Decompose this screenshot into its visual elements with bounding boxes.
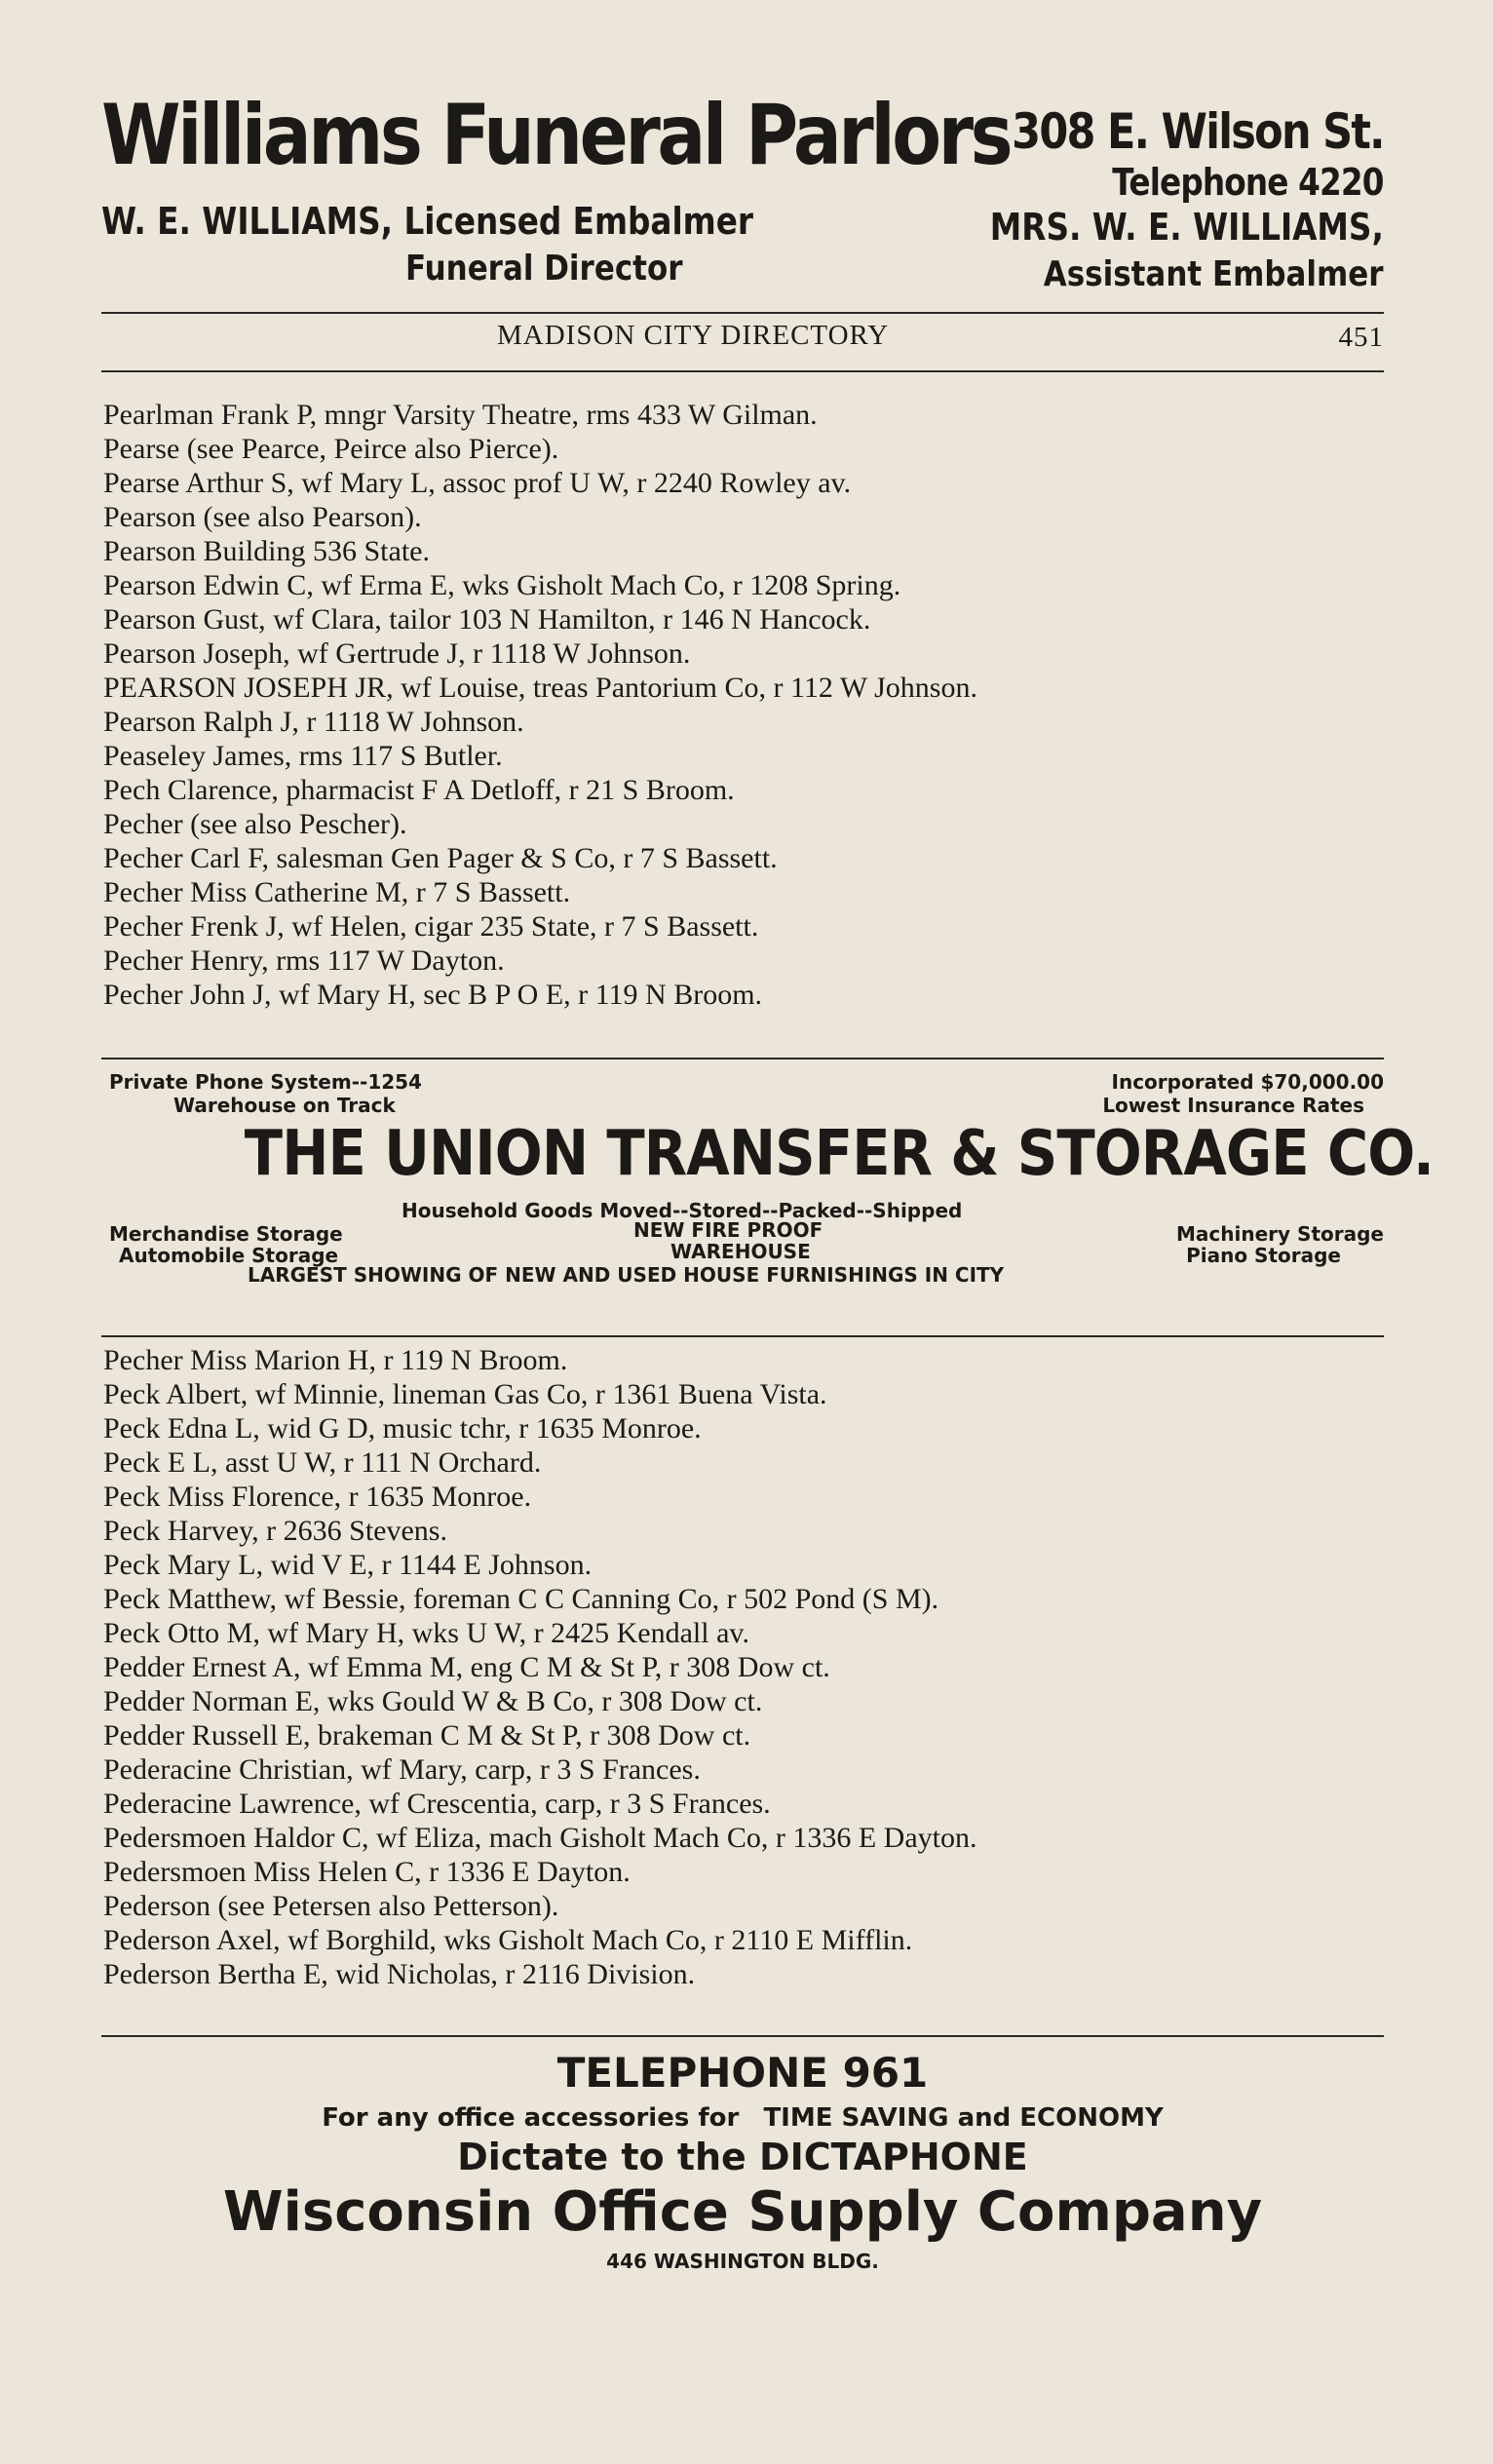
ad-merchandise-storage: Merchandise Storage [109,1222,343,1246]
list-item: Pederacine Christian, wf Mary, carp, r 3 S Frances. [103,1753,701,1786]
ad-household-goods: Household Goods Moved--Stored--Packed--Shipped [402,1199,963,1222]
list-item: Peck E L, asst U W, r 111 N Orchard. [103,1446,542,1479]
ad-assistant-name: MRS. W. E. WILLIAMS, [989,206,1384,249]
ad-automobile-storage: Automobile Storage [119,1244,339,1267]
ad-address: 308 E. Wilson St. [1012,103,1384,160]
list-item: Pecher Miss Catherine M, r 7 S Bassett. [103,876,571,908]
ad-telephone-961: TELEPHONE 961 [556,2049,929,2097]
page-number: 451 [1338,322,1384,353]
list-item: Peck Albert, wf Minnie, lineman Gas Co, r 1361 Buena Vista. [103,1378,827,1410]
ad-business-name: Williams Funeral Parlors [101,87,1011,184]
list-item: Pecher John J, wf Mary H, sec B P O E, r 119 N Broom. [103,979,763,1011]
directory-title: MADISON CITY DIRECTORY [497,320,890,351]
williams-funeral-ad [101,87,1384,302]
ad-tagline [101,2105,1384,2131]
ad-tagline-a: For any office accessories for [322,2103,740,2133]
ad-largest-showing: LARGEST SHOWING OF NEW AND USED HOUSE FURNISHINGS IN CITY [248,1263,1005,1287]
list-item: Pecher Carl F, salesman Gen Pager & S Co, r 7 S Bassett. [103,842,778,874]
ad-piano-storage: Piano Storage [1186,1244,1341,1267]
listing-block-a [103,398,1390,1012]
list-item: Pecher Henry, rms 117 W Dayton. [103,944,505,977]
ad-bottom-rule [101,2035,1384,2037]
ad-dictaphone: Dictate to the DICTAPHONE [457,2136,1028,2178]
list-item: Pearson Gust, wf Clara, tailor 103 N Hamilton, r 146 N Hancock. [103,603,871,635]
list-item: Peck Harvey, r 2636 Stevens. [103,1515,447,1547]
ad-warehouse-track: Warehouse on Track [173,1094,396,1117]
list-item: Peck Mary L, wid V E, r 1144 E Johnson. [103,1549,593,1581]
list-item: Peaseley James, rms 117 S Butler. [103,740,503,772]
ad-assistant-title: Assistant Embalmer [1044,254,1384,294]
list-item: Pearson Joseph, wf Gertrude J, r 1118 W Johnson. [103,637,691,670]
ad-insurance-rates: Lowest Insurance Rates [1102,1094,1364,1117]
running-header [101,320,1384,359]
list-item: Pedder Norman E, wks Gould W & B Co, r 308 Dow ct. [103,1685,763,1717]
ad-company-name: THE UNION TRANSFER & STORAGE CO. [244,1118,1435,1190]
header-rule-bottom [101,370,1384,372]
ad-mid-rule-bottom [101,1335,1384,1337]
wisconsin-office-supply-ad [101,2047,1384,2281]
list-item: Pearson (see also Pearson). [103,501,422,533]
list-item: Pearson Edwin C, wf Erma E, wks Gisholt Mach Co, r 1208 Spring. [103,569,901,601]
list-item: PEARSON JOSEPH JR, wf Louise, treas Pantorium Co, r 112 W Johnson. [103,672,977,704]
ad-company-name: Wisconsin Office Supply Company [222,2180,1263,2244]
list-item: Pearlman Frank P, mngr Varsity Theatre, rms 433 W Gilman. [103,399,818,431]
list-item: Pecher Miss Marion H, r 119 N Broom. [103,1344,568,1376]
ad-telephone: Telephone 4220 [1112,161,1384,204]
list-item: Pecher Frenk J, wf Helen, cigar 235 State, r 7 S Bassett. [103,910,759,943]
list-item: Peck Miss Florence, r 1635 Monroe. [103,1481,532,1513]
header-rule-top [101,312,1384,314]
union-transfer-ad [101,1068,1435,1290]
ad-licensed-embalmer: W. E. WILLIAMS, Licensed Embalmer [101,200,754,243]
ad-address: 446 WASHINGTON BLDG. [606,2250,879,2273]
ad-tagline-b: TIME SAVING and ECONOMY [763,2103,1164,2133]
list-item: Pederson (see Petersen also Petterson). [103,1890,559,1922]
ad-warehouse: WAREHOUSE [670,1240,811,1263]
ad-incorporated: Incorporated $70,000.00 [1111,1070,1384,1094]
listing-block-b [103,1343,1390,1991]
list-item: Pecher (see also Pescher). [103,808,407,840]
list-item: Peck Otto M, wf Mary H, wks U W, r 2425 Kendall av. [103,1617,749,1649]
ad-private-phone: Private Phone System--1254 [109,1070,422,1094]
list-item: Pedersmoen Haldor C, wf Eliza, mach Gisholt Mach Co, r 1336 E Dayton. [103,1822,977,1854]
list-item: Pearson Ralph J, r 1118 W Johnson. [103,706,524,738]
list-item: Pearse Arthur S, wf Mary L, assoc prof U W, r 2240 Rowley av. [103,467,852,499]
list-item: Pederson Axel, wf Borghild, wks Gisholt Mach Co, r 2110 E Mifflin. [103,1924,913,1956]
list-item: Pearse (see Pearce, Peirce also Pierce). [103,433,559,465]
list-item: Peck Matthew, wf Bessie, foreman C C Canning Co, r 502 Pond (S M). [103,1583,939,1615]
list-item: Pederacine Lawrence, wf Crescentia, carp, r 3 S Frances. [103,1788,771,1820]
list-item: Peck Edna L, wid G D, music tchr, r 1635 Monroe. [103,1412,702,1444]
list-item: Pedersmoen Miss Helen C, r 1336 E Dayton. [103,1856,631,1888]
ad-funeral-director: Funeral Director [405,249,683,289]
list-item: Pederson Bertha E, wid Nicholas, r 2116 Division. [103,1958,696,1990]
list-item: Pedder Russell E, brakeman C M & St P, r 308 Dow ct. [103,1719,751,1752]
ad-fire-proof: NEW FIRE PROOF [633,1218,823,1242]
ad-machinery-storage: Machinery Storage [1176,1222,1384,1246]
list-item: Pearson Building 536 State. [103,535,430,567]
ad-mid-rule-top [101,1058,1384,1059]
list-item: Pech Clarence, pharmacist F A Detloff, r 21 S Broom. [103,774,735,806]
list-item: Pedder Ernest A, wf Emma M, eng C M & St P, r 308 Dow ct. [103,1651,830,1683]
